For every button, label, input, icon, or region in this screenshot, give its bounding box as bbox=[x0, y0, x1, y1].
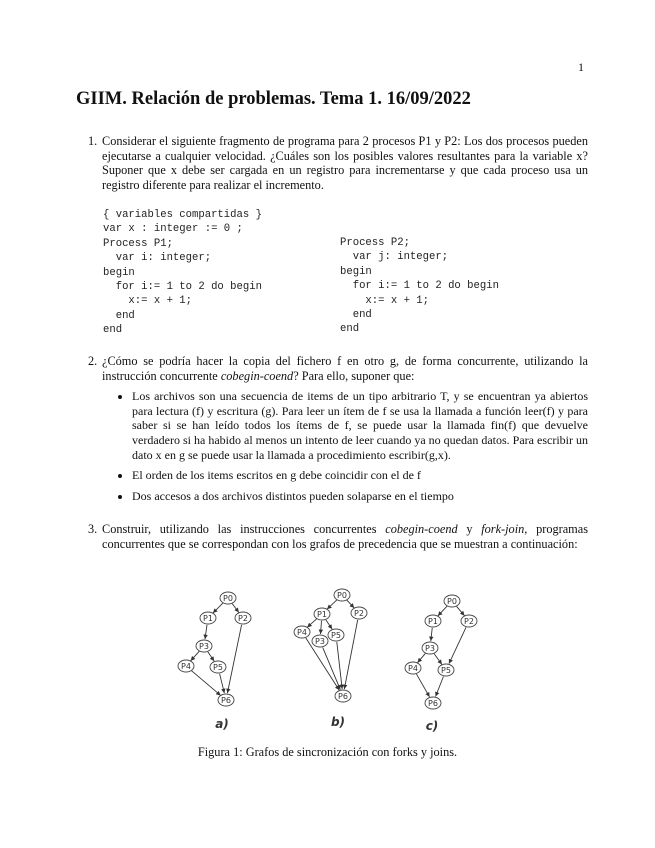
graph-label: c) bbox=[425, 719, 439, 733]
graph-edge bbox=[436, 677, 444, 697]
code-p2: Process P2; var j: integer; begin for i:= 1 to 2 do begin x:= x + 1; end end bbox=[340, 237, 499, 336]
graph-node-label: P2 bbox=[354, 609, 364, 618]
graph-node-label: P6 bbox=[338, 692, 348, 701]
graph-edge bbox=[321, 621, 322, 634]
emphasis: fork-join bbox=[481, 522, 525, 536]
graph-node-label: P4 bbox=[181, 662, 191, 671]
graph-node-label: P5 bbox=[213, 663, 223, 672]
text: ? Para ello, suponer que: bbox=[293, 368, 415, 383]
graph-edge bbox=[431, 628, 432, 641]
figure-caption: Figura 1: Grafos de sincronización con forks y joins. bbox=[197, 745, 458, 759]
graph-edge bbox=[457, 606, 465, 615]
problem-text: Considerar el siguiente fragmento de programa para 2 procesos P1 y P2: Los dos procesos pueden ejecutarse a cualquier velocidad. ¿Cuáles son los posibles valores resultantes para la variable x? Suponer que x debe ser cargada en un registro para incrementarse y que cada proceso usa un registro diferente para realizar el incremento. bbox=[102, 134, 588, 192]
graph-node-label: P6 bbox=[221, 696, 231, 705]
page-title: GIIM. Relación de problemas. Tema 1. 16/09/2022 bbox=[76, 89, 471, 109]
graph-edge bbox=[232, 604, 239, 613]
graph-label: b) bbox=[330, 715, 346, 729]
bullet-item: • Los archivos son una secuencia de items de un tipo arbitrario T, y se encuentran ya abiertos para lectura (f) y escritura (g). Para leer un ítem de f se usa la llamada a función leer(f) y para saber si se han leído todos los ítems de f, se puede usar la llamada fin(f) que devuelve verdadero si ha habido al menos un intento de leer cuando ya no quedan datos. Para escribir un dato x en g se puede usar la llamada a procedimiento escribir(g,x). bbox=[132, 389, 588, 462]
graph-node-label: P1 bbox=[317, 610, 327, 619]
emphasis: cobegin-coend bbox=[385, 522, 458, 536]
emphasis: cobegin-coend bbox=[220, 368, 294, 383]
graph-edge bbox=[438, 606, 447, 616]
graph-node-label: P1 bbox=[203, 614, 213, 623]
graph-node-label: P0 bbox=[223, 594, 233, 603]
text: ¿Cómo se podría hacer la copia del fichero f en otro g, de forma concurrente, utilizando la instrucción concurrente bbox=[102, 354, 588, 383]
graph-node-label: P3 bbox=[199, 642, 209, 651]
graph-edge bbox=[191, 671, 220, 696]
graph-node-label: P0 bbox=[447, 597, 457, 606]
graph-node-label: P3 bbox=[315, 637, 325, 646]
graph-edge bbox=[449, 627, 466, 663]
graph-edge bbox=[208, 652, 214, 661]
text: Construir, utilizando las instrucciones concurrentes bbox=[102, 522, 386, 536]
graph-edge bbox=[213, 603, 223, 613]
graph-edge bbox=[434, 654, 442, 665]
graph-edge bbox=[326, 620, 332, 629]
graph-node-label: P2 bbox=[238, 614, 248, 623]
text: , programas concurrentes que se correspondan con los grafos de precedencia que se muestran a continuación: bbox=[102, 522, 588, 551]
graph-edge bbox=[347, 600, 354, 608]
graph-edge bbox=[227, 625, 241, 693]
graph-edge bbox=[220, 674, 225, 693]
problem-number: 1. bbox=[88, 134, 98, 148]
graph-node-label: P6 bbox=[428, 699, 438, 708]
graph-node-label: P3 bbox=[425, 644, 435, 653]
graph-node-label: P4 bbox=[408, 664, 418, 673]
text: y bbox=[457, 522, 482, 536]
graph-node-label: P4 bbox=[297, 628, 307, 637]
graph-node-label: P1 bbox=[428, 617, 438, 626]
graph-node-label: P0 bbox=[337, 591, 347, 600]
graph-edge bbox=[344, 620, 357, 689]
code-shared-p1: { variables compartidas } var x : integer := 0 ; Process P1; var i: integer; begin for i:= 1 to 2 do begin x:= x + 1; end end bbox=[103, 209, 262, 337]
graph-edge bbox=[416, 674, 429, 697]
bullet-item: • El orden de los items escritos en g debe coincidir con el de f bbox=[132, 468, 588, 483]
graph-edge bbox=[191, 651, 200, 661]
graph-node-label: P2 bbox=[464, 617, 474, 626]
problem-number: 3. bbox=[88, 522, 98, 536]
graph-edge bbox=[205, 625, 207, 639]
graph-label: a) bbox=[215, 717, 229, 731]
graph-edge bbox=[418, 653, 426, 662]
bullet-item: • Dos accesos a dos archivos distintos pueden solaparse en el tiempo bbox=[132, 489, 588, 504]
page-number: 1 bbox=[578, 60, 584, 74]
graph-node-label: P5 bbox=[441, 666, 451, 675]
graph-edge bbox=[327, 600, 337, 609]
graph-edge bbox=[307, 619, 317, 628]
problem-number: 2. bbox=[88, 354, 98, 368]
graph-node-label: P5 bbox=[331, 631, 341, 640]
